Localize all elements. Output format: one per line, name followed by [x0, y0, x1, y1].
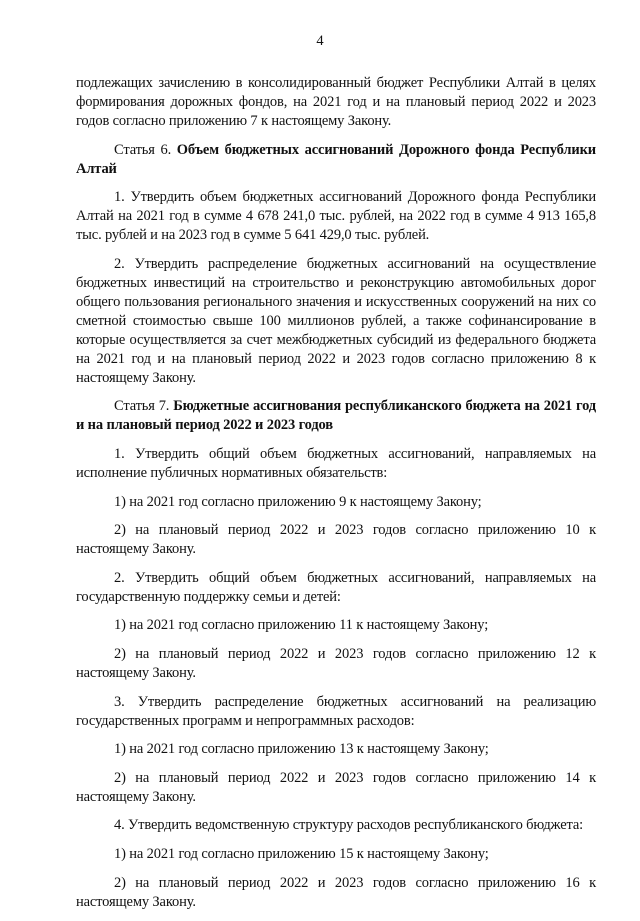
paragraph-continuation: подлежащих зачислению в консолидированный бюджет Республики Алтай в целях формирования дорожных фондов, на 2021 год и на плановый период 2022 и 2023 годов согласно приложению 7 к настоящему Закону.: [76, 75, 596, 129]
article-title: Бюджетные ассигнования республиканского бюджета на 2021 год и на плановый период 2022 и 2023 годов: [76, 398, 596, 434]
article-label: Статья 6.: [114, 141, 172, 158]
list-item: 2) на плановый период 2022 и 2023 годов согласно приложению 16 к настоящему Закону.: [76, 874, 596, 910]
list-item: 2) на плановый период 2022 и 2023 годов согласно приложению 10 к настоящему Закону.: [76, 522, 596, 558]
list-item: 2) на плановый период 2022 и 2023 годов согласно приложению 14 к настоящему Закону.: [76, 769, 596, 805]
list-item: 2) на плановый период 2022 и 2023 годов согласно приложению 12 к настоящему Закону.: [76, 645, 596, 681]
list-item: 1) на 2021 год согласно приложению 9 к настоящему Закону;: [114, 493, 482, 510]
page-number: 4: [316, 33, 324, 49]
paragraph: 3. Утвердить распределение бюджетных ассигнований на реализацию государственных программ и непрограммных расходов:: [76, 693, 596, 729]
paragraph: 4. Утвердить ведомственную структуру расходов республиканского бюджета:: [114, 817, 584, 834]
paragraph: 1. Утвердить общий объем бюджетных ассигнований, направляемых на исполнение публичных нормативных обязательств:: [76, 445, 596, 481]
document-body: [76, 74, 596, 921]
article-label: Статья 7.: [114, 398, 170, 415]
list-item: 1) на 2021 год согласно приложению 11 к настоящему Закону;: [114, 617, 489, 634]
article-7-heading: [76, 397, 596, 435]
list-item: 1) на 2021 год согласно приложению 15 к настоящему Закону;: [114, 845, 489, 862]
list-item: 1) на 2021 год согласно приложению 13 к настоящему Закону;: [114, 741, 489, 758]
paragraph: 2. Утвердить общий объем бюджетных ассигнований, направляемых на государственную поддержку семьи и детей:: [76, 569, 596, 605]
article-6-heading: [76, 141, 596, 179]
paragraph: 1. Утвердить объем бюджетных ассигнований Дорожного фонда Республики Алтай на 2021 год в сумме 4 678 241,0 тыс. рублей, на 2022 год в сумме 4 913 165,8 тыс. рублей и на 2023 год в сумме 5 641 429,0 тыс. рублей.: [76, 189, 596, 244]
article-title: Объем бюджетных ассигнований Дорожного фонда Республики Алтай: [76, 141, 597, 177]
paragraph: 2. Утвердить распределение бюджетных ассигнований на осуществление бюджетных инвестиций на строительство и реконструкцию автомобильных дорог общего пользования регионального значения и искусственных сооружений на них со сметной стоимостью свыше 100 миллионов рублей, а также софинансирование в которые осуществляется за счет межбюджетных субсидий из федерального бюджета на 2021 год и на плановый период 2022 и 2023 годов согласно приложению 8 к настоящему Закону.: [76, 255, 596, 386]
